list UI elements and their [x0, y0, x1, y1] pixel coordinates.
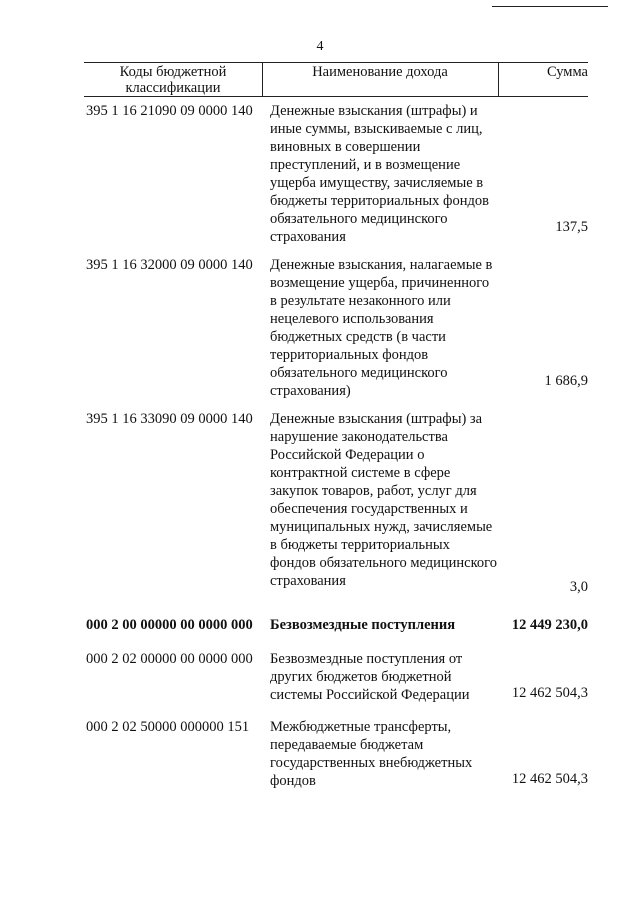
- row-code: 000 2 00 00000 00 0000 000: [86, 617, 253, 633]
- row-sum: 12 462 504,3: [511, 685, 588, 701]
- header-name: Наименование дохода: [312, 64, 448, 80]
- row-code: 395 1 16 32000 09 0000 140: [86, 257, 253, 273]
- row-code: 000 2 02 50000 000000 151: [86, 719, 250, 735]
- top-rule: [492, 6, 608, 7]
- row-name: Безвозмездные поступления от других бюджетов бюджетной системы Российской Федерации: [270, 651, 470, 703]
- row-sum: 1 686,9: [544, 373, 588, 389]
- row-sum: 12 462 504,3: [511, 771, 588, 787]
- header-rule-bottom: [84, 96, 588, 97]
- row-name: Денежные взыскания, налагаемые в возмещение ущерба, причиненного в результате незаконного или нецелевого использования бюджетных средств (в части территориальных фондов обязательного медицинского страхования): [270, 257, 493, 399]
- row-name: Денежные взыскания (штрафы) и иные суммы, взыскиваемые с лиц, виновных в совершении преступлений, и в возмещение ущерба имуществу, зачисляемые в бюджеты территориальных фондов обязательного медицинского страхования: [270, 103, 489, 245]
- header-codes: Коды бюджетной классификации: [119, 64, 227, 96]
- row-code: 395 1 16 33090 09 0000 140: [86, 411, 253, 427]
- header-rule-top: [84, 62, 588, 63]
- row-name: Безвозмездные поступления: [270, 617, 456, 633]
- row-name: Межбюджетные трансферты, передаваемые бюджетам государственных внебюджетных фондов: [270, 719, 473, 789]
- row-sum: 137,5: [555, 219, 588, 235]
- row-sum: 3,0: [569, 579, 588, 595]
- page-number: 4: [316, 39, 324, 54]
- row-code: 000 2 02 00000 00 0000 000: [86, 651, 253, 667]
- row-sum: 12 449 230,0: [511, 617, 588, 633]
- row-code: 395 1 16 21090 09 0000 140: [86, 103, 253, 119]
- header-sum: Сумма: [546, 64, 588, 80]
- row-name: Денежные взыскания (штрафы) за нарушение законодательства Российской Федерации о контрактной системе в сфере закупок товаров, работ, услуг для обеспечения государственных и муниципальных нужд, зачисляемые в бюджеты территориальных фондов обязательного медицинского страхования: [270, 411, 497, 589]
